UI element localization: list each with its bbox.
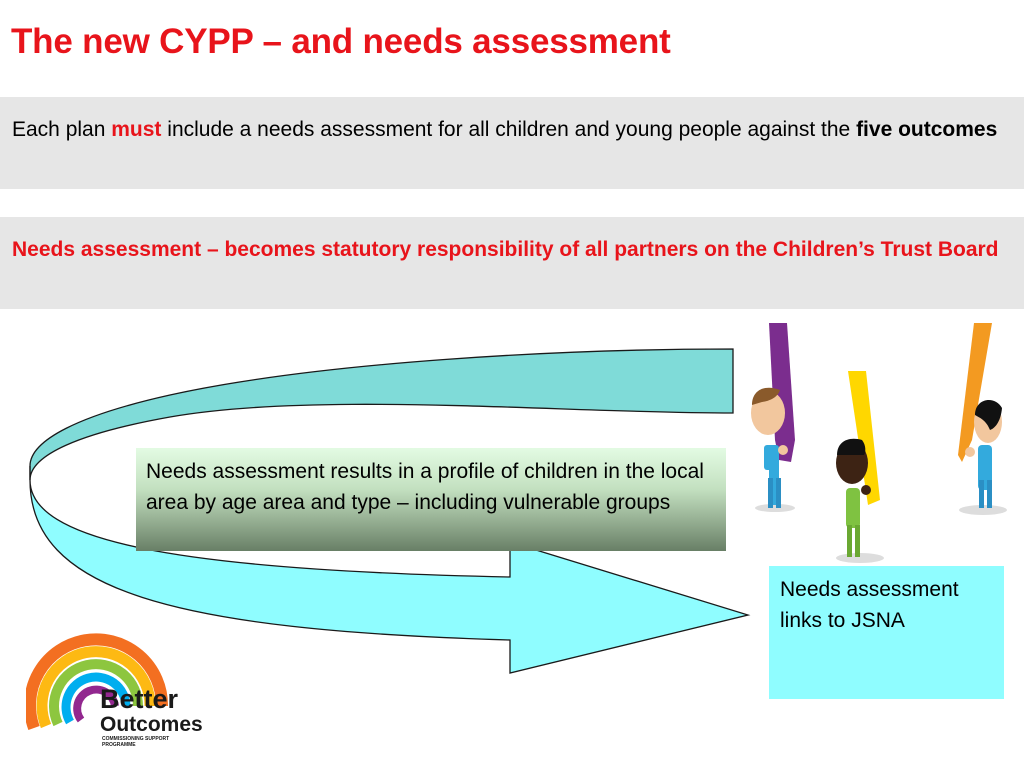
person-purple-flag-icon xyxy=(751,323,795,512)
jsna-text: Needs assessment links to JSNA xyxy=(780,578,959,632)
jsna-text-box xyxy=(769,566,1004,699)
band2-text: Needs assessment – becomes statutory responsibility of all partners on the Children’s Trust Board xyxy=(12,238,999,261)
person-yellow-flag-icon xyxy=(836,371,884,563)
logo-subtitle-2: PROGRAMME xyxy=(102,742,136,748)
slide-title: The new CYPP – and needs assessment xyxy=(11,22,671,61)
better-outcomes-logo xyxy=(26,610,216,755)
profile-text-box xyxy=(136,448,726,551)
band1-middle: include a needs assessment for all children and young people against the xyxy=(161,118,857,141)
profile-text: Needs assessment results in a profile of children in the local area by age area and type – including vulnerable groups xyxy=(146,460,704,514)
band1-prefix: Each plan xyxy=(12,118,112,141)
band1-five-outcomes: five outcomes xyxy=(856,118,998,141)
logo-word-outcomes: Outcomes xyxy=(100,713,203,736)
logo-word-better: Better xyxy=(100,684,179,714)
person-orange-flag-icon xyxy=(958,323,1007,515)
logo-subtitle-1: COMMISSIONING SUPPORT xyxy=(102,736,170,742)
band1-must: must xyxy=(111,118,162,141)
